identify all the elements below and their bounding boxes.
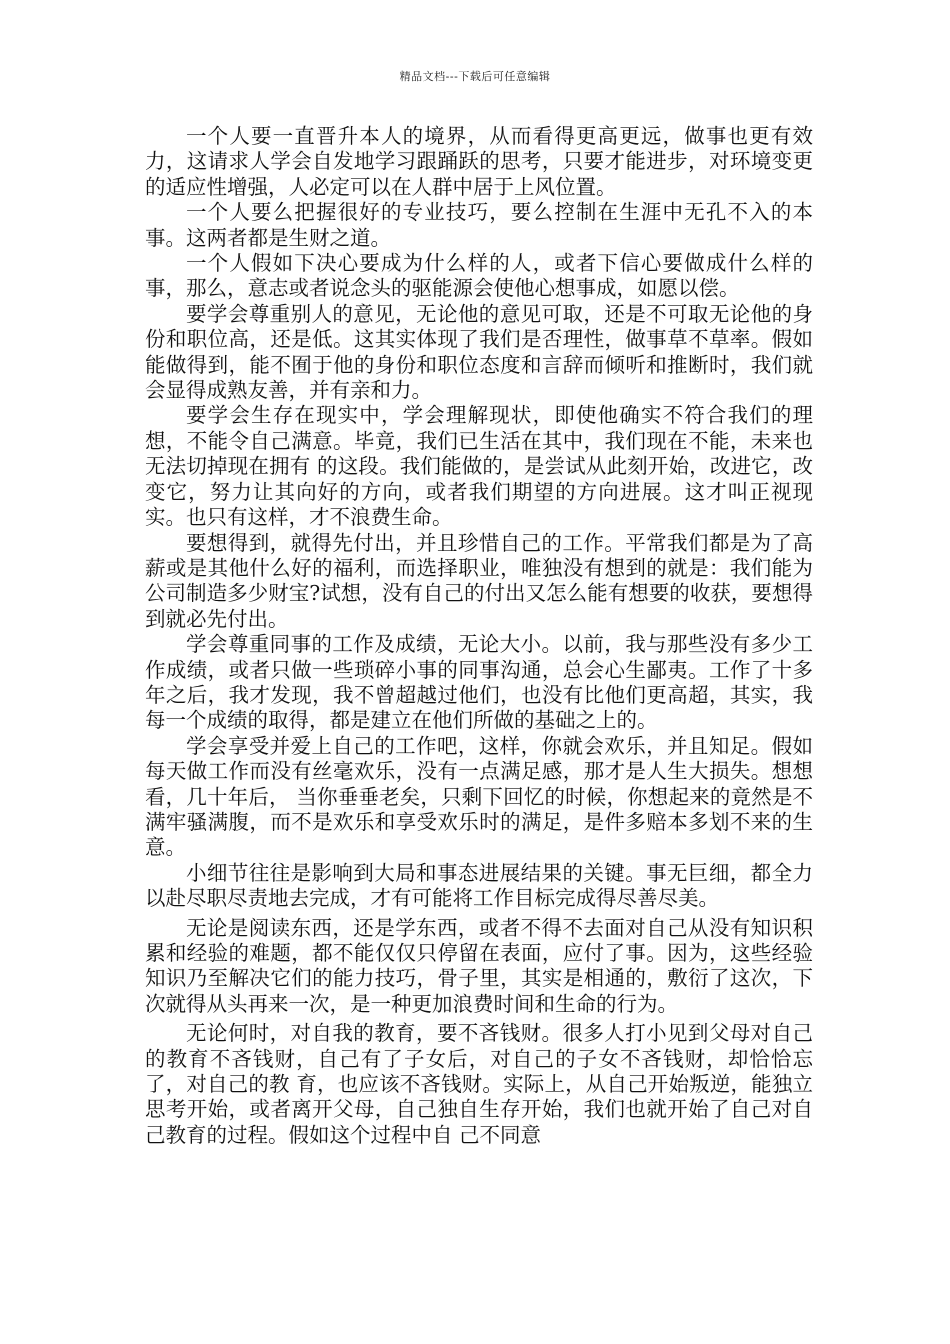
paragraph: 无论是阅读东西，还是学东西，或者不得不去面对自己从没有知识积累和经验的难题，都不能仅仅只停留在表面，应付了事。因为，这些经验知识乃至解决它们的能力技巧，骨子里，其实是相通的，敷衍了这次，下次就得从头再来一次，是一种更加浪费时间和生命的行为。 xyxy=(145,915,813,1016)
page-header: 精品文档---下载后可任意编辑 xyxy=(399,70,551,83)
paragraph: 学会享受并爱上自己的工作吧，这样，你就会欢乐，并且知足。假如每天做工作而没有丝毫欢乐，没有一点满足感，那才是人生大损失。想想看，几十年后， 当你垂垂老矣，只剩下回忆的时候，你想起来的竟然是不满牢骚满腹，而不是欢乐和享受欢乐时的满足，是件多赔本多划不来的生意。 xyxy=(145,733,813,860)
document-body xyxy=(145,124,813,1148)
paragraph: 一个人要么把握很好的专业技巧，要么控制在生涯中无孔不入的本事。这两者都是生财之道。 xyxy=(145,200,813,250)
paragraph: 小细节往往是影响到大局和事态进展结果的关键。事无巨细，都全力以赴尽职尽责地去完成，才有可能将工作目标完成得尽善尽美。 xyxy=(145,860,813,911)
paragraph: 要学会生存在现实中，学会理解现状，即使他确实不符合我们的理想，不能令自己满意。毕竟，我们已生活在其中，我们现在不能，未来也无法切掉现在拥有 的这段。我们能做的，是尝试从此刻开始，改进它，改变它，努力让其向好的方向，或者我们期望的方向进展。这才叫正视现实。也只有这样，才不浪费生命。 xyxy=(145,403,813,530)
paragraph: 一个人假如下决心要成为什么样的人，或者下信心要做成什么样的事，那么，意志或者说念头的驱能源会使他心想事成，如愿以偿。 xyxy=(145,251,813,301)
paragraph: 要想得到，就得先付出，并且珍惜自己的工作。平常我们都是为了高薪或是其他什么好的福利，而选择职业，唯独没有想到的就是：我们能为公司制造多少财宝?试想，没有自己的付出又怎么能有想要的收获，要想得到就必先付出。 xyxy=(145,530,813,631)
paragraph: 学会尊重同事的工作及成绩，无论大小。以前，我与那些没有多少工作成绩，或者只做一些琐碎小事的同事沟通，总会心生鄙夷。工作了十多年之后，我才发现，我不曾超越过他们，也没有比他们更高超，其实，我每一个成绩的取得，都是建立在他们所做的基础之上的。 xyxy=(145,632,813,733)
paragraph: 一个人要一直晋升本人的境界，从而看得更高更远，做事也更有效力，这请求人学会自发地学习跟踊跃的思考，只要才能进步，对环境变更的适应性增强，人必定可以在人群中居于上风位置。 xyxy=(145,124,813,199)
paragraph: 无论何时，对自我的教育，要不吝钱财。很多人打小见到父母对自己的教育不吝钱财，自己有了子女后，对自己的子女不吝钱财，却恰恰忘了，对自己的教 育，也应该不吝钱财。实际上，从自己开始叛逆，能独立思考开始，或者离开父母，自己独自生存开始，我们也就开始了自己对自己教育的过程。假如这个过程中自 己不同意 xyxy=(145,1021,813,1147)
paragraph: 要学会尊重别人的意见，无论他的意见可取，还是不可取无论他的身份和职位高，还是低。这其实体现了我们是否理性，做事草不草率。假如能做得到，能不囿于他的身份和职位态度和言辞而倾听和推断时，我们就会显得成熟友善，并有亲和力。 xyxy=(145,301,813,403)
